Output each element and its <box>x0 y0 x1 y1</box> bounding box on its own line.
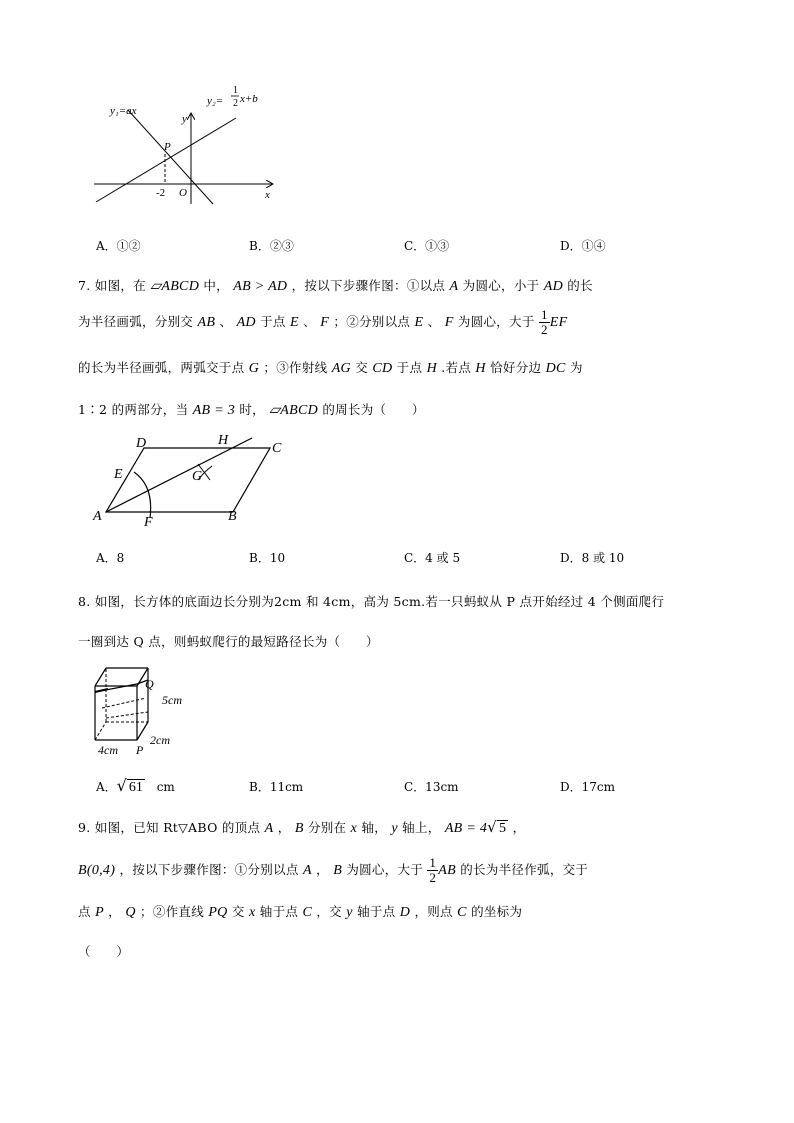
q7-fraction-half: $\frac{1}{2}$ <box>540 307 548 337</box>
label-y2-prefix: y₂= <box>207 95 224 107</box>
label-g: G <box>192 469 203 484</box>
label-c: C <box>272 441 282 456</box>
path-dashed <box>102 698 146 708</box>
q6-option-c: C．①③ <box>404 239 450 253</box>
q9-line-2: B(0,4) ，按以下步骤作图：①分别以点 A ， B 为圆心，大于 $\frac{1}{2}$ AB 的长为半径作弧，交于 <box>78 855 589 885</box>
label-b: B <box>228 509 237 524</box>
q7-option-d: D．8 或 10 <box>560 551 625 565</box>
label-width: 4cm <box>98 743 118 757</box>
figure-q7-parallelogram <box>88 428 298 530</box>
q9-line-3: 点 P ， Q ；②作直线 PQ 交 x 轴于点 C ，交 y 轴于点 D ，则点 C 的坐标为 <box>78 904 523 920</box>
top-left <box>95 668 106 686</box>
axis-x-label: x <box>265 189 270 201</box>
label-e: E <box>114 467 123 482</box>
label-y2-suffix: x+b <box>240 93 258 105</box>
q7-line-1: 7. 如图，在 ▱ABCD 中， AB > AD ，按以下步骤作图：①以点 A 为圆心，小于 AD 的长 <box>78 278 593 294</box>
label-a: A <box>93 509 102 524</box>
label-p: P <box>136 743 144 757</box>
label-y2-den: 2 <box>233 98 238 109</box>
q8-option-b: B．11cm <box>249 780 304 794</box>
label-q: Q <box>145 677 154 691</box>
q7-line-2: 为半径画弧，分别交 AB 、 AD 于点 E 、 F ；②分别以点 E 、 F 为圆心，大于 $\frac{1}{2}$ EF <box>78 307 568 337</box>
q8-line-1: 8. 如图，长方体的底面边长分别为2cm 和 4cm，高为 5cm.若一只蚂蚁从 P 点开始经过 4 个侧面爬行 <box>78 594 665 609</box>
q8-line-2: 一圈到达 Q 点，则蚂蚁爬行的最短路径长为（ ） <box>78 634 379 649</box>
arc-ef <box>134 472 151 518</box>
back-left-bottom <box>95 722 106 740</box>
q7-line-4: 1∶2 的两部分，当 AB = 3 时， ▱ABCD 的周长为（ ） <box>78 402 425 418</box>
q7-option-a: A．8 <box>96 551 125 565</box>
path-dashed-2 <box>106 712 148 718</box>
q9-line-4: （ ） <box>78 944 130 959</box>
bottom-right <box>137 722 148 740</box>
label-d: D <box>136 436 147 451</box>
q6-option-d: D．①④ <box>560 239 606 253</box>
label-depth: 2cm <box>150 733 170 747</box>
parallelogram <box>106 448 270 512</box>
q6-option-a: A．①② <box>96 239 141 253</box>
label-f: F <box>144 515 153 530</box>
axis-y-label: y <box>182 113 187 125</box>
sqrt-symbol: √ <box>116 776 127 795</box>
tick-label: -2 <box>156 187 166 199</box>
q8-option-d: D．17cm <box>560 780 615 794</box>
q7-option-b: B．10 <box>249 551 286 565</box>
q7-line-3: 的长为半径画弧，两弧交于点 G ；③作射线 AG 交 CD 于点 H .若点 H 恰好分边 DC 为 <box>78 360 583 376</box>
q6-option-b: B．②③ <box>249 239 294 253</box>
label-y2-num: 1 <box>233 85 238 96</box>
label-h: H <box>218 433 229 448</box>
label-y1: y₁=ax <box>110 105 137 117</box>
point-p-label: P <box>164 141 171 153</box>
q7-option-c: C．4 或 5 <box>404 551 461 565</box>
line-y2 <box>96 118 236 202</box>
figure-q8-cuboid <box>90 658 200 758</box>
q9-line-1: 9. 如图，已知 Rt▽ABO 的顶点 A ， B 分别在 x 轴， y 轴上， AB = 4√ 5 ， <box>78 818 526 836</box>
origin-label: O <box>179 187 187 199</box>
q8-option-a: A．√ 61 cm <box>96 776 175 795</box>
q8-option-c: C．13cm <box>404 780 459 794</box>
sqrt-radicand: 61 <box>128 780 143 795</box>
label-height: 5cm <box>162 693 182 707</box>
figure-q6-graph <box>88 82 288 207</box>
q9-fraction-half: $\frac{1}{2}$ <box>429 855 437 885</box>
